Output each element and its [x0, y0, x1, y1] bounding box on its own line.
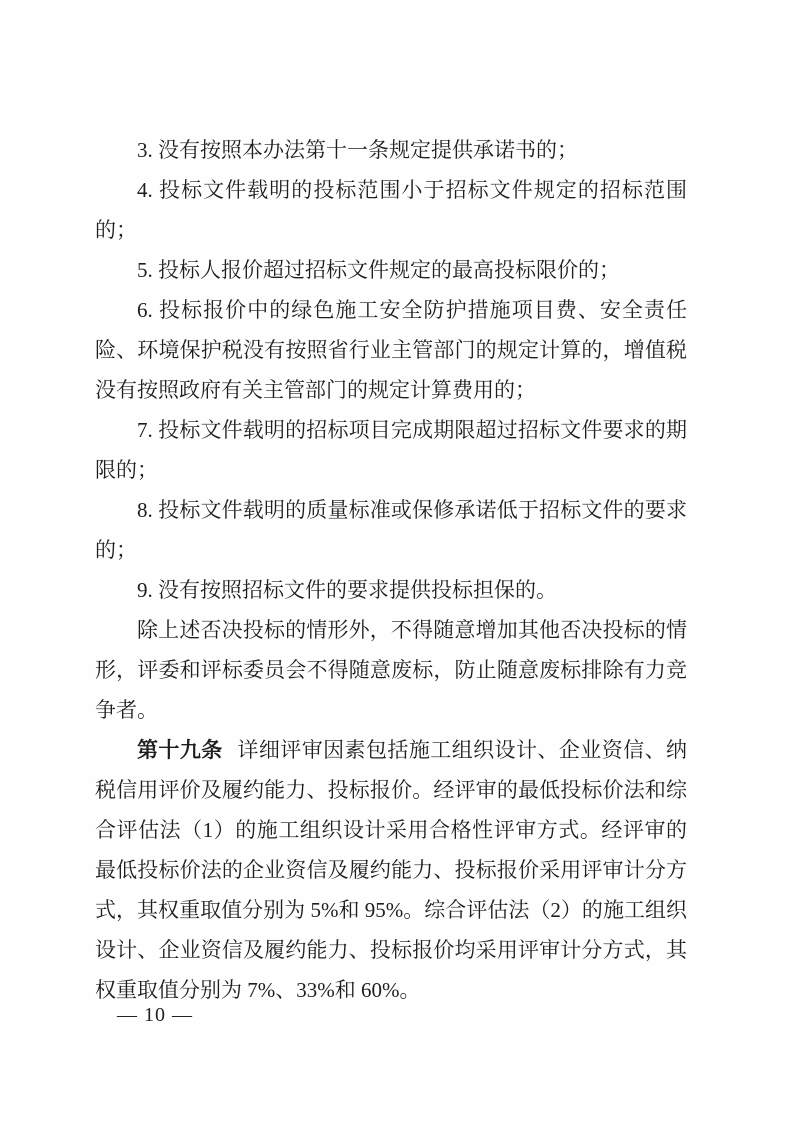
paragraph: 除上述否决投标的情形外，不得随意增加其他否决投标的情形，评委和评标委员会不得随意废标，防止随意废标排除有力竞争者。 [95, 618, 687, 722]
article-number: 第十九条 [137, 738, 223, 762]
paragraph: 9. 没有按照招标文件的要求提供投标担保的。 [137, 578, 557, 602]
paragraph: 5. 投标人报价超过招标文件规定的最高投标限价的； [137, 258, 620, 282]
paragraph: 第十九条 详细评审因素包括施工组织设计、企业资信、纳税信用评价及履约能力、投标报价。经评审的最低投标价法和综合评估法（1）的施工组织设计采用合格性评审方式。经评审的最低投标价法的企业资信及履约能力、投标报价采用评审计分方式，其权重取值分别为 5%和 95%。综合评估法（2）的施工组织设计、企业资信及履约能力、投标报价均采用评审计分方式，其权重取值分别为 7%、33%和 60%。 [95, 738, 687, 1002]
paragraph: 6. 投标报价中的绿色施工安全防护措施项目费、安全责任险、环境保护税没有按照省行业主管部门的规定计算的，增值税没有按照政府有关主管部门的规定计算费用的； [95, 298, 687, 402]
paragraph: 4. 投标文件载明的投标范围小于招标文件规定的招标范围的； [95, 178, 687, 242]
page-footer [117, 1001, 193, 1029]
paragraph: 7. 投标文件载明的招标项目完成期限超过招标文件要求的期限的； [95, 418, 687, 482]
document-body [95, 130, 687, 1010]
page-number: — 10 — [117, 1004, 193, 1026]
paragraph: 3. 没有按照本办法第十一条规定提供承诺书的； [137, 138, 578, 162]
paragraph: 8. 投标文件载明的质量标准或保修承诺低于招标文件的要求的； [95, 498, 687, 562]
